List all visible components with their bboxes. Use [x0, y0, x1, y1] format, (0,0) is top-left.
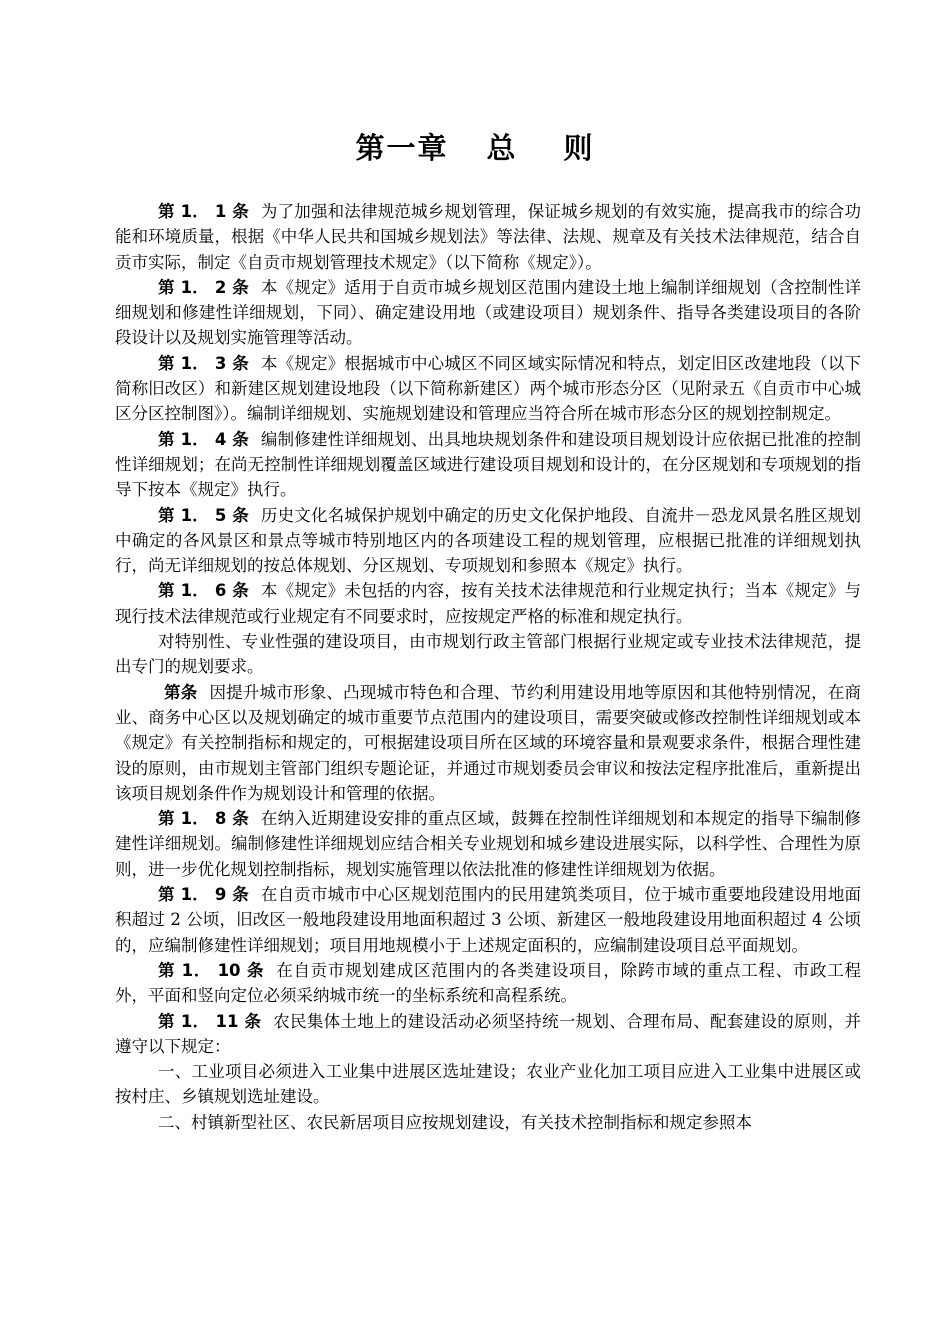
- article-text: 本《规定》适用于自贡市城乡规划区范围内建设土地上编制详细规划（含控制性详细规划和修建性详细规划，下同）、确定建设用地（或建设项目）规划条件、指导各类建设项目的各阶段设计以及规划实施管理等活动。: [115, 277, 862, 348]
- chapter-title-word-2: 则: [563, 131, 595, 165]
- article-paragraph: [115, 503, 861, 579]
- article-number: 第条: [164, 682, 198, 702]
- chapter-body: [115, 199, 861, 1135]
- article-paragraph: [115, 199, 861, 275]
- article-text: 在纳入近期建设安排的重点区域，鼓舞在控制性详细规划和本规定的指导下编制修建性详细规划。编制修建性详细规划应结合相关专业规划和城乡建设进展实际，以科学性、合理性为原则，进一步优化规划控制指标，规划实施管理以依法批准的修建性详细规划为依据。: [115, 809, 862, 879]
- continuation-paragraph: [115, 629, 861, 680]
- article-paragraph: [115, 882, 861, 958]
- chapter-title-number: 第一章: [355, 131, 449, 165]
- article-paragraph: [115, 806, 861, 882]
- article-paragraph: [115, 578, 861, 629]
- article-paragraph: [115, 1009, 861, 1060]
- article-paragraph: [115, 680, 861, 806]
- chapter-title: [0, 128, 950, 168]
- article-text: 因提升城市形象、凸现城市特色和合理、节约利用建设用地等原因和其他特别情况，在商业、商务中心区以及规划确定的城市重要节点范围内的建设项目，需要突破或修改控制性详细规划或本《规定》有关控制指标和规定的，可根据建设项目所在区域的环境容量和景观要求条件，根据合理性建设的原则，由市规划主管部门组织专题论证，并通过市规划委员会审议和按法定程序批准后，重新提出该项目规划条件作为规划设计和管理的依据。: [115, 682, 862, 803]
- article-text: 农民集体土地上的建设活动必须坚持统一规划、合理布局、配套建设的原则，并遵守以下规定：: [115, 1011, 861, 1056]
- article-number: 第 1． 11 条: [158, 1011, 262, 1031]
- article-number: 第 1． 6 条: [158, 581, 249, 601]
- article-text: 历史文化名城保护规划中确定的历史文化保护地段、自流井－恐龙风景名胜区规划中确定的各风景区和景点等城市特别地区内的各项建设工程的规划管理，应根据已批准的详细规划执行，尚无详细规划的按总体规划、分区规划、专项规划和参照本《规定》执行。: [115, 505, 862, 576]
- article-number: 第 1． 2 条: [158, 277, 249, 297]
- article-text: 为了加强和法律规范城乡规划管理，保证城乡规划的有效实施，提高我市的综合功能和环境质量，根据《中华人民共和国城乡规划法》等法律、法规、规章及有关技术法律规范，结合自贡市实际，制定《自贡市规划管理技术规定》（以下简称《规定》）。: [115, 202, 862, 272]
- paragraph-text: 二、村镇新型社区、农民新居项目应按规划建设，有关技术控制指标和规定参照本: [158, 1112, 752, 1132]
- article-number: 第 1． 1 条: [158, 202, 249, 221]
- article-text: 在自贡市城市中心区规划范围内的民用建筑类项目，位于城市重要地段建设用地面积超过 2 公顷，旧改区一般地段建设用地面积超过 3 公顷、新建区一般地段建设用地面积超过 4 公顷的，应编制修建性详细规划；项目用地规模小于上述规定面积的，应编制建设项目总平面规划。: [115, 885, 862, 955]
- article-text: 编制修建性详细规划、出具地块规划条件和建设项目规划设计应依据已批准的控制性详细规划；在尚无控制性详细规划覆盖区域进行建设项目规划和设计的，在分区规划和专项规划的指导下按本《规定》执行。: [115, 429, 862, 500]
- article-paragraph: [115, 958, 861, 1009]
- article-paragraph: [115, 427, 861, 503]
- article-text: 本《规定》未包括的内容，按有关技术法律规范和行业规定执行；当本《规定》与现行技术法律规范或行业规定有不同要求时，应按规定严格的标准和规定执行。: [115, 581, 862, 626]
- list-paragraph: [115, 1059, 861, 1110]
- article-paragraph: [115, 351, 861, 427]
- article-number: 第 1． 10 条: [158, 960, 265, 980]
- article-number: 第 1． 4 条: [158, 429, 249, 449]
- article-number: 第 1． 8 条: [158, 809, 249, 829]
- paragraph-text: 对特别性、专业性强的建设项目，由市规划行政主管部门根据行业规定或专业技术法律规范，提出专门的规划要求。: [115, 632, 861, 677]
- chapter-title-word-1: 总: [486, 131, 518, 165]
- article-paragraph: [115, 275, 861, 351]
- article-number: 第 1． 9 条: [158, 885, 249, 905]
- article-number: 第 1． 5 条: [158, 505, 249, 525]
- article-text: 在自贡市规划建成区范围内的各类建设项目，除跨市域的重点工程、市政工程外，平面和竖向定位必须采纳城市统一的坐标系统和高程系统。: [115, 960, 861, 1006]
- article-number: 第 1． 3 条: [158, 353, 249, 373]
- list-paragraph: [115, 1110, 861, 1135]
- article-text: 本《规定》根据城市中心城区不同区域实际情况和特点，划定旧区改建地段（以下简称旧改区）和新建区规划建设地段（以下简称新建区）两个城市形态分区（见附录五《自贡市中心城区分区控制图》）。编制详细规划、实施规划建设和管理应当符合所在城市形态分区的规划控制规定。: [115, 353, 862, 424]
- paragraph-text: 一、工业项目必须进入工业集中进展区选址建设；农业产业化加工项目应进入工业集中进展区或按村庄、乡镇规划选址建设。: [115, 1062, 861, 1107]
